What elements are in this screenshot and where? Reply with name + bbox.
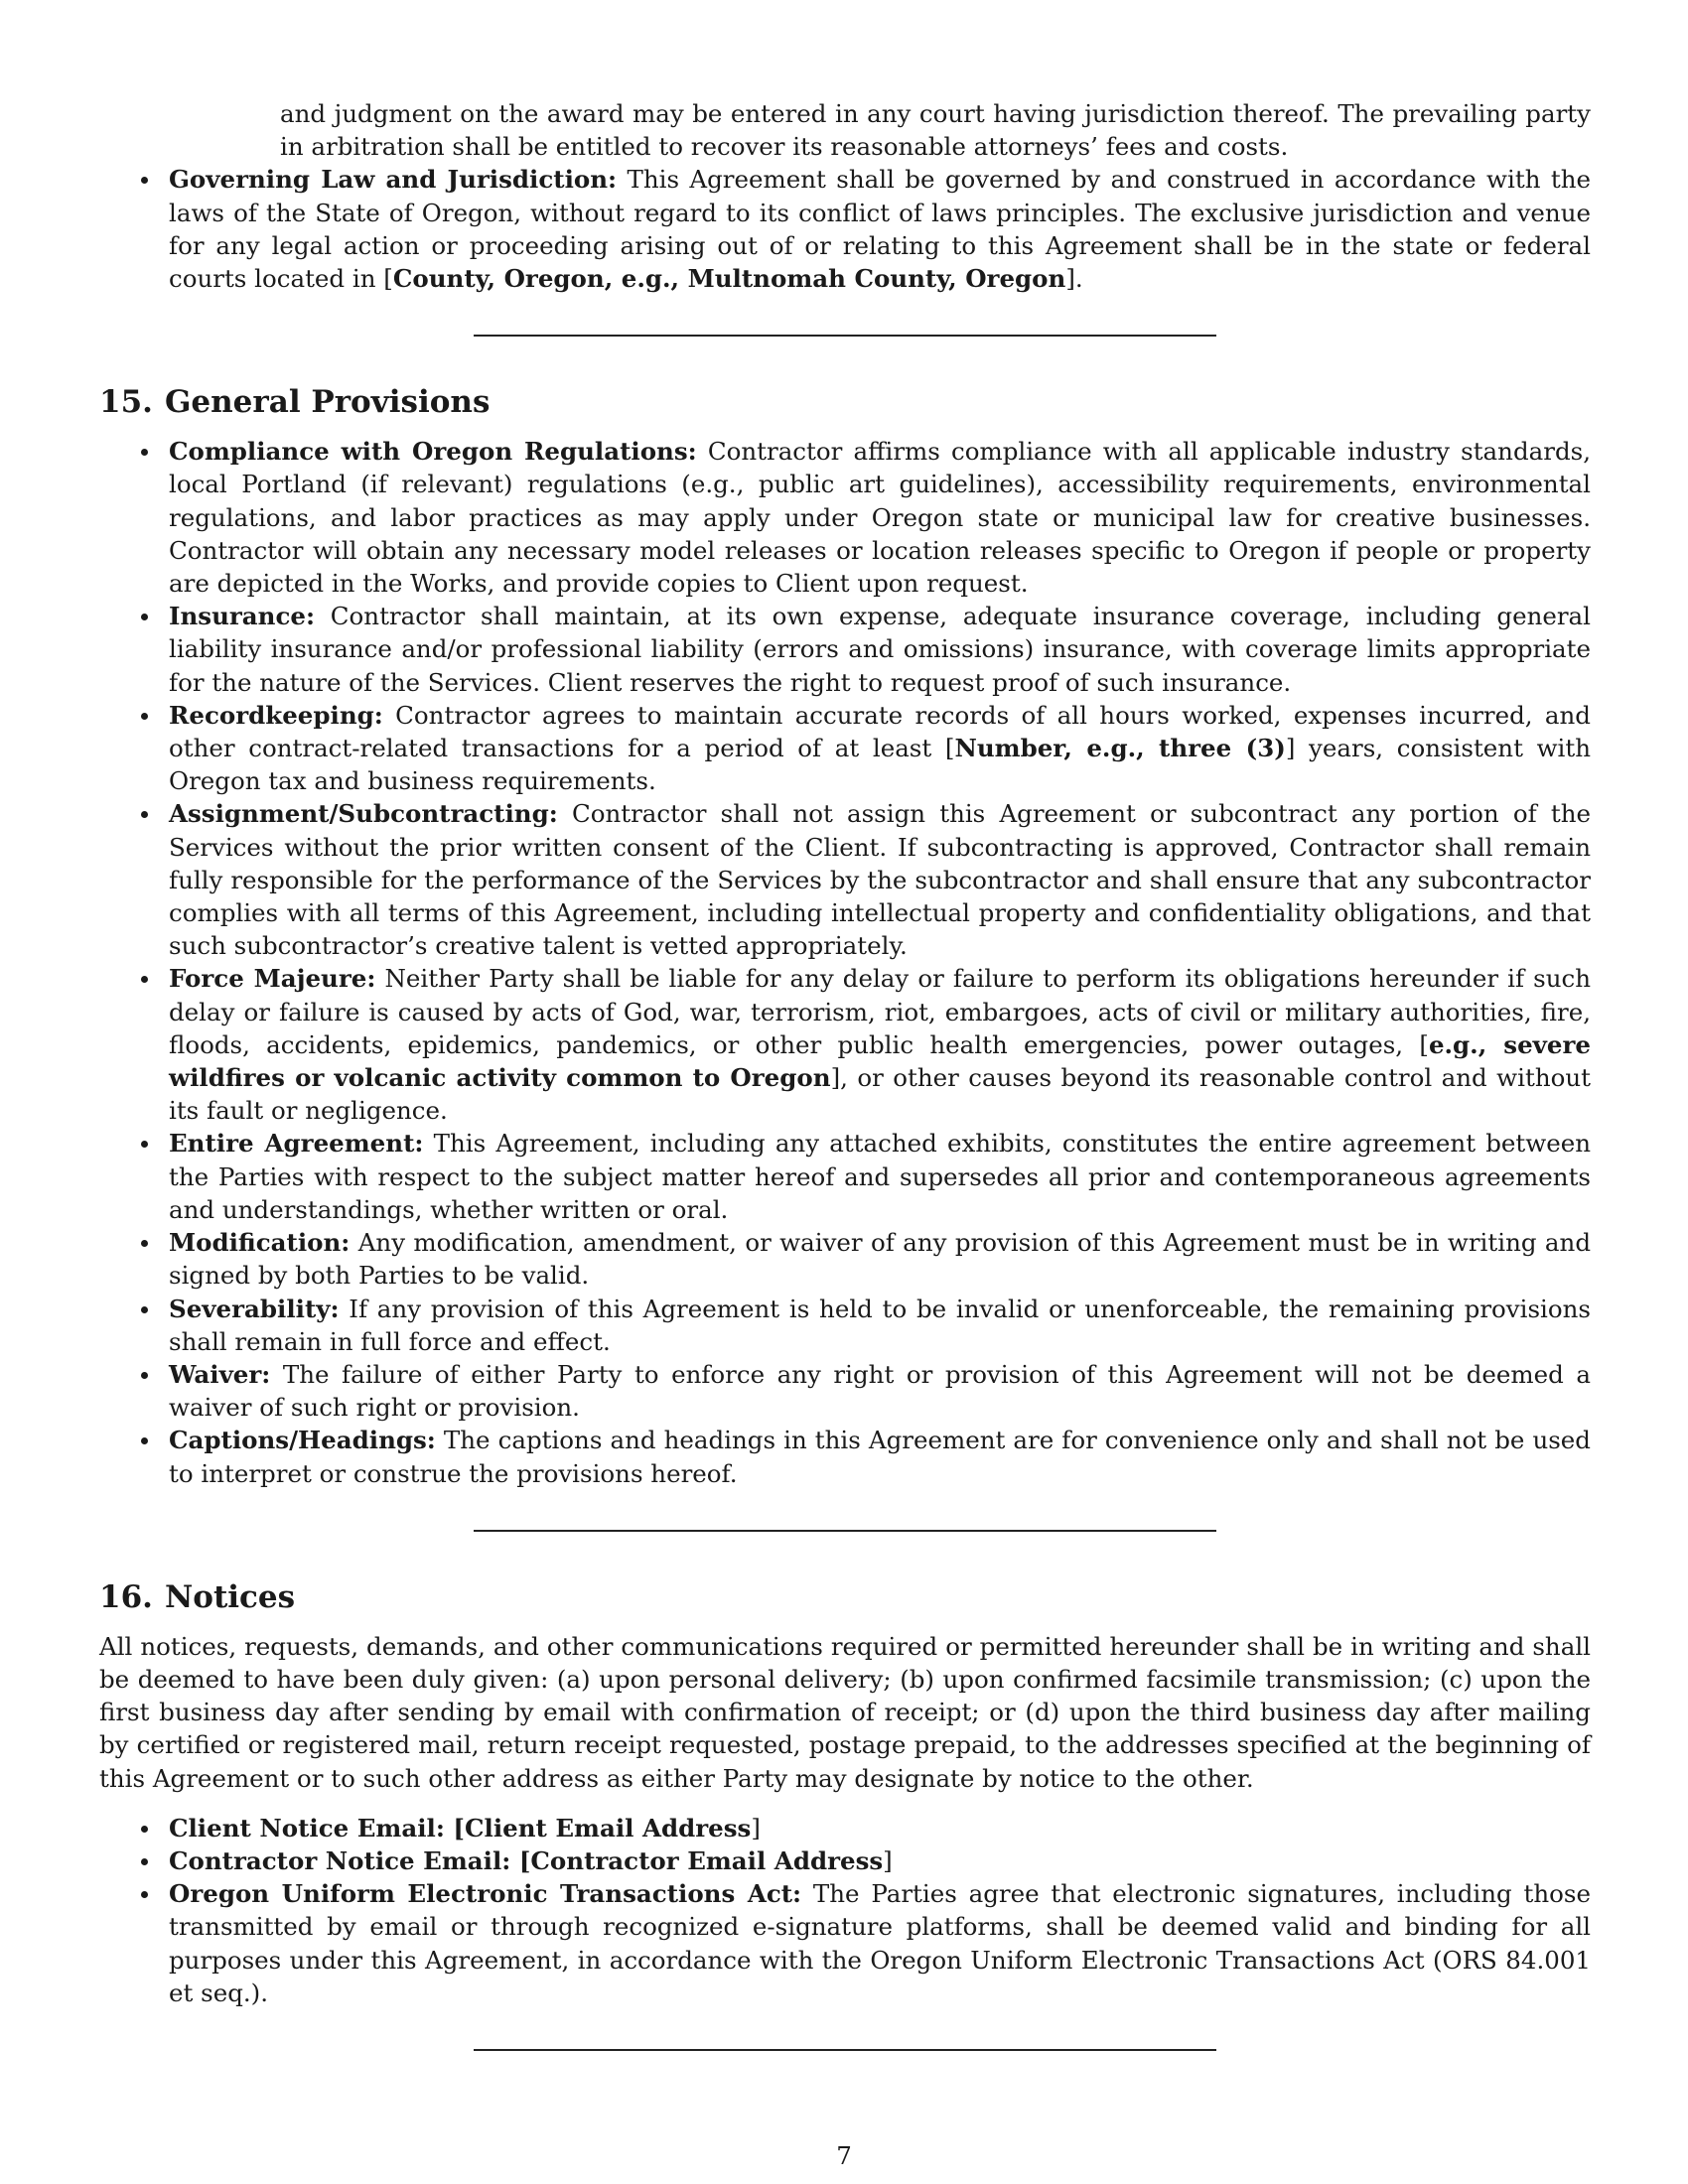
item-label: Modification: [169,1228,351,1258]
item-label: Severability: [169,1294,340,1323]
arbitration-continuation: and judgment on the award may be entered in any court having jurisdiction thereof. The prevailing party in arbitration shall be entitled to recover its reasonable attorneys’ fees and costs. [280,99,1591,162]
item-label: Waiver: [169,1359,271,1389]
notices-paragraph: All notices, requests, demands, and other communications required or permitted hereunder shall be in writing and shall be deemed to have been duly given: (a) upon personal delivery; (b) upon confirmed facsimile transmission; (c) upon the first business day after sending by email with confirmation of receipt; or (d) upon the third business day after mailing by certified or registered mail, return receipt requested, postage prepaid, to the addresses specified at the beginning of this Agreement or to such other address as either Party may designate by notice to the other. [99,1631,1591,1793]
client-email-item: Client Notice Email: [Client Email Address] [99,1812,1591,1844]
placeholder: County, Oregon, e.g., Multnomah County, Oregon [392,264,1066,294]
placeholder: Contractor Email Address [530,1845,884,1875]
document-page [99,97,1591,2051]
section-divider [474,335,1216,337]
item-label: Oregon Uniform Electronic Transactions Act: [169,1879,802,1909]
contractor-email-item: Contractor Notice Email: [Contractor Email Address] [99,1844,1591,1877]
notices-list [99,1812,1591,2009]
list-item: Waiver: The failure of either Party to enforce any right or provision of this Agreement will not be deemed a waiver of such right or provision. [99,1358,1591,1424]
list-item: Severability: If any provision of this Agreement is held to be invalid or unenforceable, the remaining provisions shall remain in full force and effect. [99,1293,1591,1358]
list-item: Compliance with Oregon Regulations: Contractor affirms compliance with all applicable industry standards, local Portland (if relevant) regulations (e.g., public art guidelines), accessibility requirements, environmental regulations, and labor practices as may apply under Oregon state or municipal law for creative businesses. Contractor will obtain any necessary model releases or location releases specific to Oregon if people or property are depicted in the Works, and provide copies to Client upon request. [99,435,1591,600]
governing-law-item: Governing Law and Jurisdiction: This Agreement shall be governed by and construed in accordance with the laws of the State of Oregon, without regard to its conflict of laws principles. The exclusive jurisdiction and venue for any legal action or proceeding arising out of or relating to this Agreement shall be in the state or federal courts located in [County, Oregon, e.g., Multnomah County, Oregon]. [99,163,1591,295]
placeholder: Client Email Address [465,1813,752,1843]
list-item: Force Majeure: Neither Party shall be liable for any delay or failure to perform its obligations hereunder if such delay or failure is caused by acts of God, war, terrorism, riot, embargoes, acts of civil or military authorities, fire, floods, accidents, epidemics, pandemics, or other public health emergencies, power outages, [e.g., severe wildfires or volcanic activity common to Oregon], or other causes beyond its reasonable control and without its fault or negligence. [99,962,1591,1127]
item-label: Governing Law and Jurisdiction: [169,165,618,195]
list-item: Assignment/Subcontracting: Contractor shall not assign this Agreement or subcontract any portion of the Services without the prior written consent of the Client. If subcontracting is approved, Contractor shall remain fully responsible for the performance of the Services by the subcontractor and shall ensure that any subcontractor complies with all terms of this Agreement, including intellectual property and confidentiality obligations, and that such subcontractor’s creative talent is vetted appropriately. [99,797,1591,962]
list-item: Entire Agreement: This Agreement, including any attached exhibits, constitutes the entire agreement between the Parties with respect to the subject matter hereof and supersedes all prior and contemporaneous agreements and understandings, whether written or oral. [99,1127,1591,1226]
section-heading-notices: 16. Notices [99,1578,296,1615]
item-label: Recordkeeping: [169,700,383,730]
section-divider [474,1530,1216,1532]
item-label: Force Majeure: [169,964,376,994]
list-item: Captions/Headings: The captions and headings in this Agreement are for convenience only and shall not be used to interpret or construe the provisions hereof. [99,1424,1591,1489]
placeholder: Number, e.g., three (3) [954,734,1286,763]
item-label: Compliance with Oregon Regulations: [169,437,697,467]
general-provisions-list [99,435,1591,1490]
ueta-item: Oregon Uniform Electronic Transactions Act: The Parties agree that electronic signatures, including those transmitted by email or through recognized e-signature platforms, shall be deemed valid and binding for all purposes under this Agreement, in accordance with the Oregon Uniform Electronic Transactions Act (ORS 84.001 et seq.). [99,1877,1591,2009]
page-number: 7 [836,2141,852,2170]
section-heading-general-provisions: 15. General Provisions [99,384,491,421]
governing-list [99,163,1591,295]
item-label: Insurance: [169,602,316,631]
list-item: Recordkeeping: Contractor agrees to maintain accurate records of all hours worked, expenses incurred, and other contract-related transactions for a period of at least [Number, e.g., three (3)] years, consistent with Oregon tax and business requirements. [99,699,1591,798]
list-item: Insurance: Contractor shall maintain, at its own expense, adequate insurance coverage, including general liability insurance and/or professional liability (errors and omissions) insurance, with coverage limits appropriate for the nature of the Services. Client reserves the right to request proof of such insurance. [99,600,1591,699]
item-label: Assignment/Subcontracting: [169,799,558,829]
item-label: Captions/Headings: [169,1426,436,1455]
section-divider [474,2049,1216,2051]
placeholder: e.g., severe wildfires or volcanic activity common to Oregon [169,1029,1591,1093]
list-item: Modification: Any modification, amendment, or waiver of any provision of this Agreement must be in writing and signed by both Parties to be valid. [99,1226,1591,1292]
item-label: Entire Agreement: [169,1129,424,1159]
